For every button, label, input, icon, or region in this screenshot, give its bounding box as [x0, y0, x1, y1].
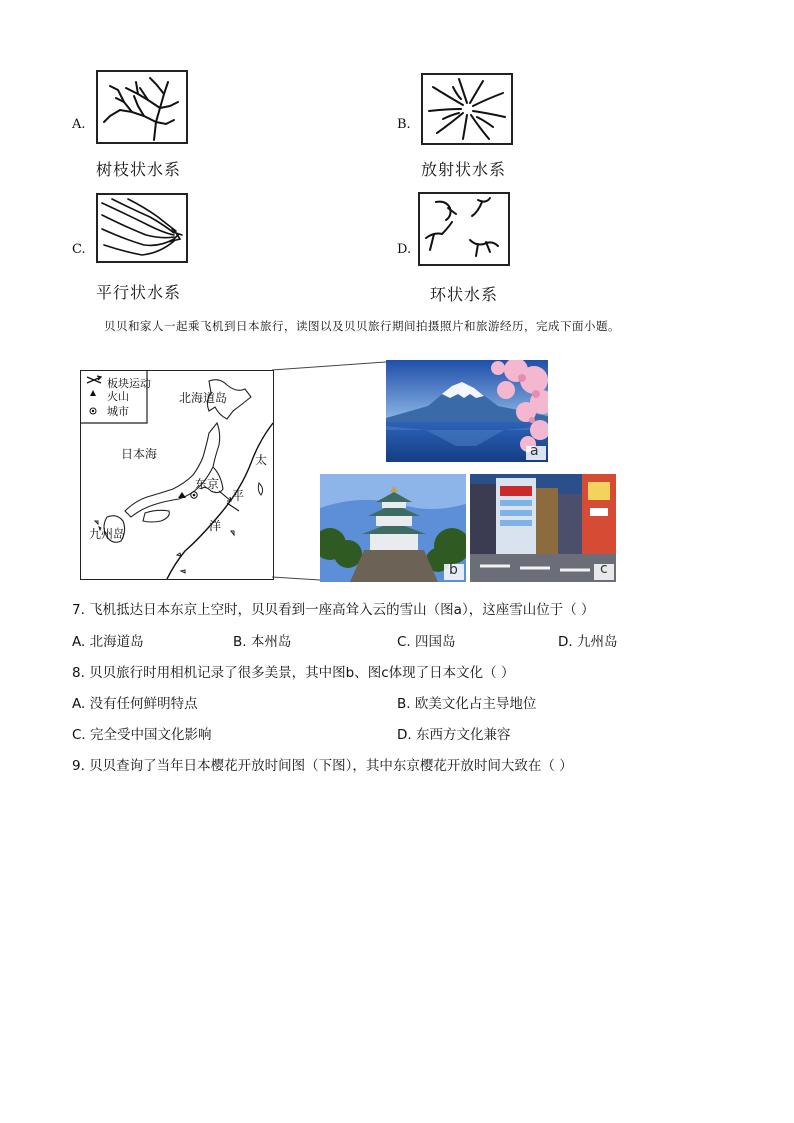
legend-city: 城市 — [107, 405, 129, 418]
option-a-letter: A. — [72, 117, 86, 132]
option-d-letter: D. — [397, 242, 412, 257]
question-7-option-c[interactable]: C. 四国岛 — [397, 634, 456, 650]
option-c-caption: 平行状水系 — [96, 283, 182, 302]
city-street-image — [470, 474, 616, 582]
label-pacific-2: 平 — [232, 489, 245, 503]
question-7-option-a[interactable]: A. 北海道岛 — [72, 634, 144, 650]
castle-image — [320, 474, 466, 582]
question-8-stem: 8. 贝贝旅行时用相机记录了很多美景，其中图b、图c体现了日本文化（ ） — [72, 665, 515, 681]
annular-drainage-icon — [420, 194, 508, 264]
legend-volcano: 火山 — [107, 390, 129, 403]
question-7-option-d[interactable]: D. 九州岛 — [558, 634, 618, 650]
label-pacific-1: 太 — [255, 453, 268, 467]
question-8-option-c[interactable]: C. 完全受中国文化影响 — [72, 727, 212, 743]
parallel-drainage-figure — [96, 193, 188, 263]
question-8-option-d[interactable]: D. 东西方文化兼容 — [397, 727, 511, 743]
radial-drainage-figure — [421, 73, 513, 145]
photo-a-tag: a — [530, 443, 539, 459]
label-pacific-3: 洋 — [209, 519, 222, 533]
option-b-caption: 放射状水系 — [421, 160, 507, 179]
intro-text: 贝贝和家人一起乘飞机到日本旅行，读图以及贝贝旅行期间拍摄照片和旅游经历，完成下面小题。 — [104, 319, 620, 333]
question-9-stem: 9. 贝贝查询了当年日本樱花开放时间图（下图），其中东京樱花开放时间大致在（ ） — [72, 758, 573, 774]
japan-map — [80, 370, 274, 580]
question-7-option-b[interactable]: B. 本州岛 — [233, 634, 292, 650]
dendritic-drainage-figure — [96, 70, 188, 144]
radial-drainage-icon — [423, 75, 511, 143]
question-7-stem: 7. 飞机抵达日本东京上空时，贝贝看到一座高耸入云的雪山（图a），这座雪山位于（ ） — [72, 602, 595, 618]
option-d-caption: 环状水系 — [430, 285, 499, 304]
photo-c-city-street — [470, 474, 616, 582]
dendritic-drainage-icon — [98, 72, 186, 142]
question-8-option-a[interactable]: A. 没有任何鲜明特点 — [72, 696, 198, 712]
label-tokyo: 东京 — [195, 477, 220, 491]
photo-b-tag: b — [449, 562, 458, 578]
label-japan-sea: 日本海 — [121, 447, 158, 461]
question-8-option-b[interactable]: B. 欧美文化占主导地位 — [397, 696, 537, 712]
legend-plate-motion: 板块运动 — [107, 377, 151, 390]
label-hokkaido: 北海道岛 — [179, 391, 228, 405]
photo-a-mount-fuji — [386, 360, 548, 462]
mount-fuji-image — [386, 360, 548, 462]
option-c-letter: C. — [72, 242, 86, 257]
label-kyushu: 九州岛 — [89, 527, 126, 541]
parallel-drainage-icon — [98, 195, 186, 261]
option-a-caption: 树枝状水系 — [96, 160, 182, 179]
photo-c-tag: c — [600, 561, 608, 577]
option-b-letter: B. — [397, 117, 411, 132]
annular-drainage-figure — [418, 192, 510, 266]
photo-b-castle — [320, 474, 466, 582]
